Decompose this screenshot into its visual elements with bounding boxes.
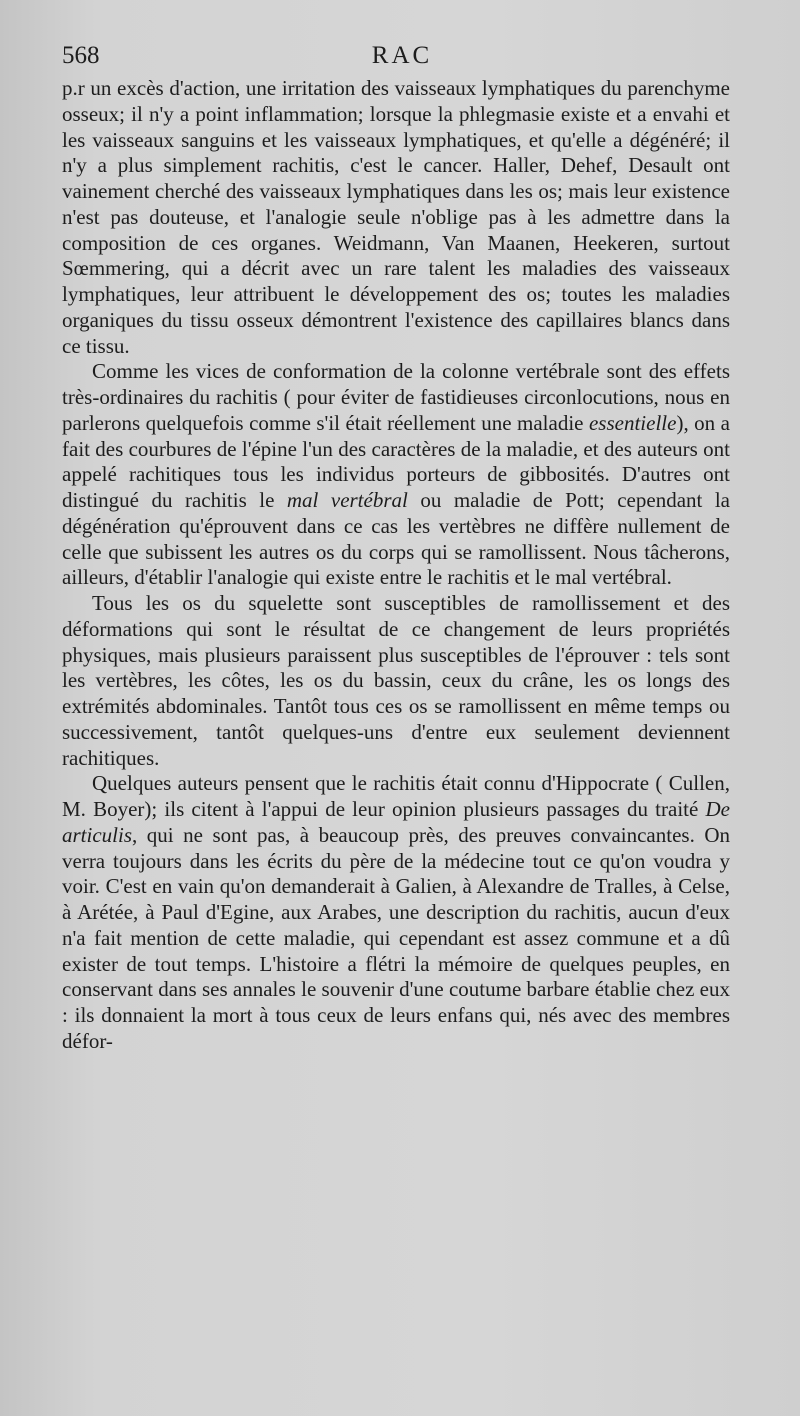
paragraph-3: Tous les os du squelette sont susceptibles de ramollissement et des déformations qui sont le résultat de ce changement de leurs propriétés physiques, mais plusieurs paraissent plus susceptibles de l'éprouver : tels sont les vertèbres, les côtes, les os du bassin, ceux du crâne, les os longs des extrémités abdominales. Tantôt tous ces os se ramollissent en même temps ou successivement, tantôt quelques-uns d'entre eux seulement deviennent rachitiques. bbox=[62, 591, 730, 770]
paragraph-4 bbox=[62, 771, 730, 1054]
running-head: RAC bbox=[371, 42, 433, 69]
paragraph-4-italic-de-articulis: De articulis bbox=[62, 797, 730, 847]
paragraph-2 bbox=[62, 359, 730, 591]
paragraph-4-end: , qui ne sont pas, à beaucoup près, des preuves convaincantes. On verra toujours dans les écrits du père de la médecine tout ce qu'on voudra y voir. C'est en vain qu'on demanderait à Galien, à Alexandre de Tralles, à Celse, à Arétée, à Paul d'Egine, aux Arabes, une description du rachitis, aucun d'eux n'a fait mention de cette maladie, qui cependant est assez commune et a dû exister de tout temps. L'histoire a flétri la mémoire de quelques peuples, en conservant dans ses annales le souvenir d'une coutume barbare établie chez eux : ils donnaient la mort à tous ceux de leurs enfans qui, nés avec des membres défor- bbox=[62, 822, 730, 1053]
paragraph-2-start: Comme les vices de conformation de la colonne vertébrale sont des effets très-ordinaires du rachitis ( pour éviter de fastidieuses circonlocutions, nous en parlerons quelquefois comme s'il était réellement une maladie bbox=[62, 359, 730, 435]
paragraph-1: p.r un excès d'action, une irritation des vaisseaux lymphatiques du parenchyme osseux; il n'y a point inflammation; lorsque la phlegmasie existe et a envahi et les vaisseaux sanguins et les vaisseaux lymphatiques, et qu'elle a dégénéré; il n'y a plus simplement rachitis, c'est le cancer. Haller, Dehef, Desault ont vainement cherché des vaisseaux lymphatiques dans les os; mais leur existence n'est pas douteuse, et l'analogie seule n'oblige pas à les admettre dans la composition de ces organes. Weidmann, Van Maanen, Heekeren, surtout Sœmmering, qui a décrit avec un rare talent les maladies des vaisseaux lymphatiques, leur attribuent le développement des os; toutes les maladies organiques du tissu osseux démontrent l'existence des capillaires blancs dans ce tissu. bbox=[62, 76, 730, 358]
paragraph-4-start: Quelques auteurs pensent que le rachitis était connu d'Hippocrate ( Cullen, M. Boyer); ils citent à l'appui de leur opinion plusieurs passages du traité bbox=[62, 771, 730, 821]
page-number: 568 bbox=[62, 42, 100, 69]
paragraph-2-end: ou maladie de Pott; cependant la dégénération qu'éprouvent dans ce cas les vertèbres ne diffère nullement de celle que subissent les autres os du corps qui se ramollissent. Nous tâcherons, ailleurs, d'établir l'analogie qui existe entre le rachitis et le mal vertébral. bbox=[62, 488, 730, 590]
paragraph-2-middle: ), on a fait des courbures de l'épine l'un des caractères de la maladie, et des auteurs ont appelé rachitiques tous les individus porteurs de gibbosités. D'autres ont distingué du rachitis le bbox=[62, 410, 730, 512]
paragraph-2-italic-mal-vertebral: mal vertébral bbox=[286, 488, 408, 512]
page-header bbox=[62, 42, 742, 78]
body-text bbox=[62, 76, 730, 1055]
paragraph-2-italic-essentielle: essentielle bbox=[588, 410, 677, 435]
